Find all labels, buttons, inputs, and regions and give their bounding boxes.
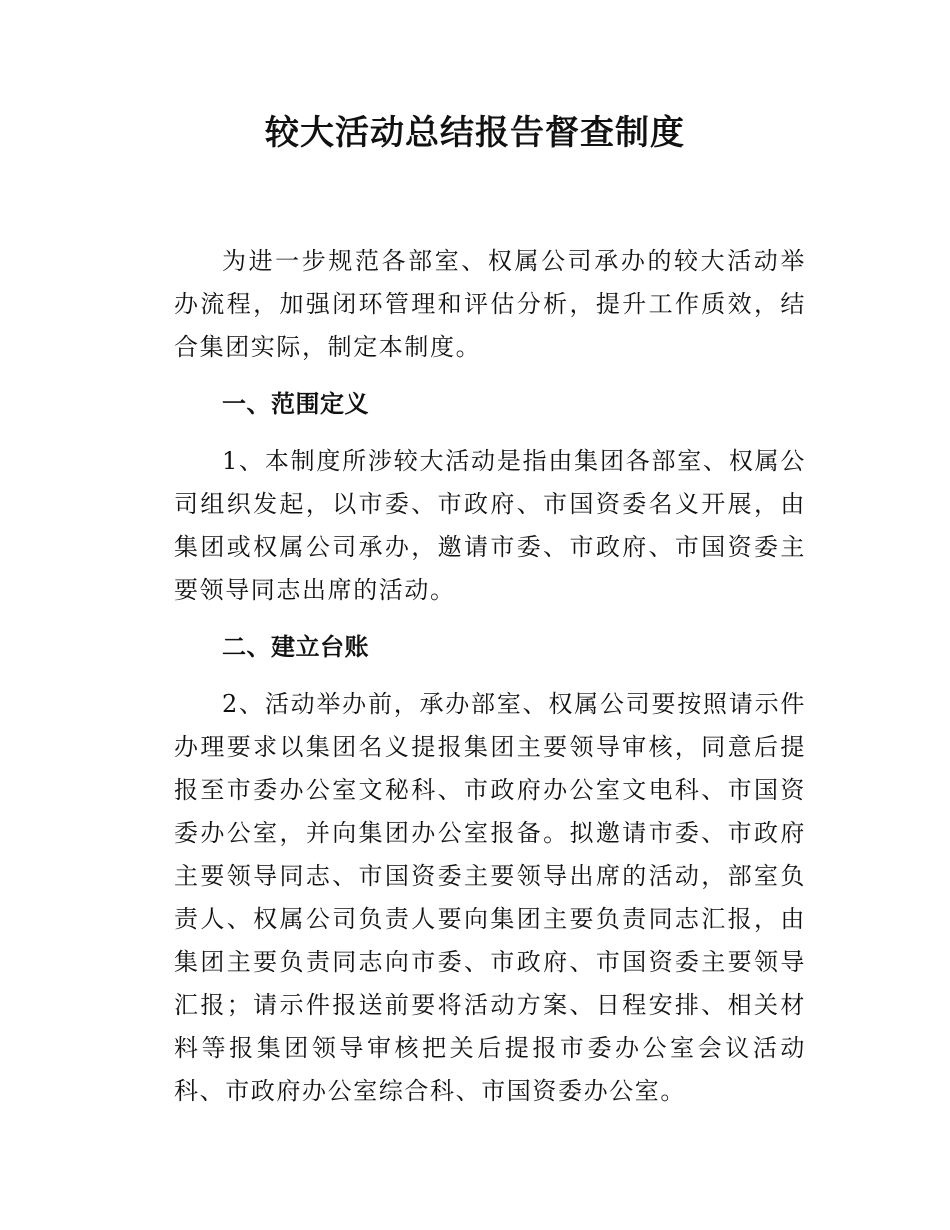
section-heading-ledger: 二、建立台账 xyxy=(222,633,369,661)
document-title: 较大活动总结报告督查制度 xyxy=(265,113,685,153)
section-paragraph-scope: 1、本制度所涉较大活动是指由集团各部室、权属公司组织发起，以市委、市政府、市国资委名义开展，由集团或权属公司承办，邀请市委、市政府、市国资委主要领导同志出席的活动。 xyxy=(174,447,806,604)
section-paragraph-ledger: 2、活动举办前，承办部室、权属公司要按照请示件办理要求以集团名义提报集团主要领导审核，同意后提报至市委办公室文秘科、市政府办公室文电科、市国资委办公室，并向集团办公室报备。拟邀请市委、市政府主要领导同志、市国资委主要领导出席的活动，部室负责人、权属公司负责人要向集团主要负责同志汇报，由集团主要负责同志向市委、市政府、市国资委主要领导汇报；请示件报送前要将活动方案、日程安排、相关材料等报集团领导审核把关后提报市委办公室会议活动科、市政府办公室综合科、市国资委办公室。 xyxy=(174,690,806,1105)
intro-paragraph: 为进一步规范各部室、权属公司承办的较大活动举办流程，加强闭环管理和评估分析，提升工作质效，结合集团实际，制定本制度。 xyxy=(174,247,806,361)
document-body xyxy=(174,240,806,1127)
section-heading-scope: 一、范围定义 xyxy=(222,390,369,418)
